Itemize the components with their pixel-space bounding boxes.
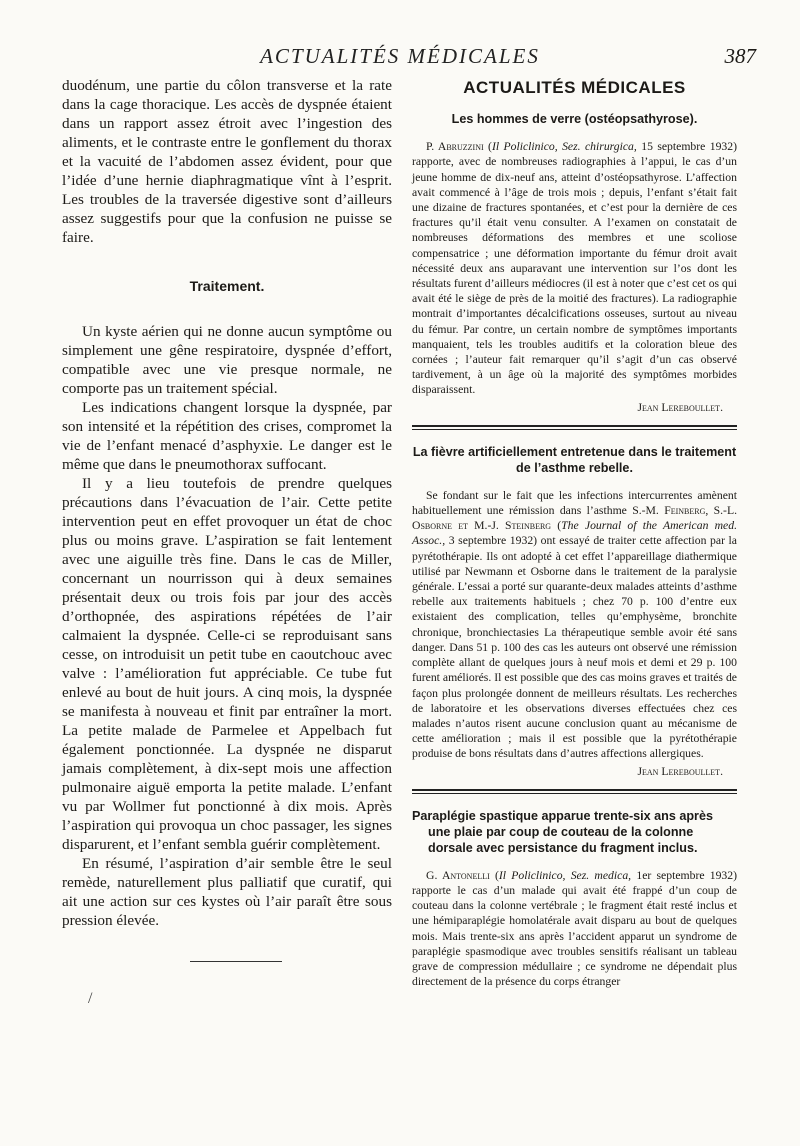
article-citation: Il Policlinico, Sez. medica, <box>498 868 632 882</box>
paragraph: En résumé, l’aspiration d’air semble être le seul remède, naturellement plus palliatif que curatif, qui ait une action sur ces kystes où l’air paraît être sous pression élevée. <box>62 855 392 929</box>
right-column <box>412 76 737 989</box>
intro-paragraph: duodénum, une partie du côlon transverse et la rate dans la cage thoracique. Les accès de dyspnée étaient dans un rapport assez étroit avec l’ingestion des aliments, et le contraste entre le gonflement du thorax et la vacuité de l’abdomen assez évident, pour que l’idée d’une hernie diaphragmatique vînt à l’esprit. Les troubles de la traversée digestive sont d’ailleurs assez suggestifs pour que la confusion ne puisse se faire. <box>62 77 392 246</box>
running-title: ACTUALITÉS MÉDICALES <box>260 44 540 68</box>
article-text: 1er septembre 1932) rapporte le cas d’un malade qui avait été frappé d’un coup de couteau dans la colonne vertébrale ; le fragment était resté inclus et une hémiparaplégie homolatérale avait disparu au bout de quelques mois. Mais trente-six ans après l’accident apparut un syndrome de paraplégie spasmodique avec troubles sensitifs réalisant un tableau grave de compression médullaire ; ce syndrome ne dépendait plus directement de la présence du corps étranger <box>412 868 738 989</box>
article-authors: S.-M. Feinberg, S.-L. Osborne et M.-J. Steinberg <box>412 504 738 533</box>
left-column <box>62 76 392 930</box>
article-body: Se fondant sur le fait que les infections intercurrentes amènent habituellement une rémission dans l’asthme S.-M. Feinberg, S.-L. Osborne et M.-J. Steinberg (The Journal of the American med. Assoc., 3 septembre 1932) ont essayé de traiter cette affection par la pyrétothérapie. Ils ont adopté à cet effet l’appareillage diathermique utilisé par Newmann et Osborne dans le traitement de la paralysie générale. L’essai a porté sur quarante-deux malades atteints d’asthme rebelle aux traitements habituels ; chez 70 p. 100 d’entre eux existaient des complication, telles qu’emphysème, bronchite chronique, bronchiectasies La thérapeutique semble avoir été sans danger. Dans 51 p. 100 des cas les auteurs ont observé une rémission complète allant de quelques jours à neuf mois et demi et 29 p. 100 furent améliorés. Il est possible que des cas moins graves et traités de façon plus prolongée donnent de meilleurs résultats. Les recherches de laboratoire et les observations diverses effectuées chez ces malades n’autos risent aucune conclusion quant au mécanisme de cette amélioration ; mais il est possible que la pyrétothérapie produise de bons résultats dans d’autres affections allergiques. <box>412 488 738 761</box>
paragraph: Les indications changent lorsque la dyspnée, par son intensité et la répétition des crises, compromet la vie de l’enfant menacé d’asphyxie. Le danger est le même que dans le pneumothorax suffocant. <box>62 399 392 473</box>
article-text: 3 septembre 1932) ont essayé de traiter cette affection par la pyrétothérapie. Ils ont adopté à cet effet l’appareillage diathermique utilisé par Newmann et Osborne dans le traitement de la paralysie générale. L’essai a porté sur quarante-deux malades atteints d’asthme rebelle aux traitements habituels ; chez 70 p. 100 d’entre eux existaient des complication, telles qu’emphysème, bronchite chronique, bronchiectasies La thérapeutique semble avoir été sans danger. Dans 51 p. 100 des cas les auteurs ont observé une rémission complète allant de quelques jours à neuf mois et demi et 29 p. 100 furent améliorés. Il est possible que des cas moins graves et traités de façon plus prolongée donnent de meilleurs résultats. Les recherches de laboratoire et les observations diverses effectuées chez ces malades n’autos risent aucune conclusion quant au mécanisme de cette amélioration ; mais il est possible que la pyrétothérapie produise de bons résultats dans d’autres affections allergiques. <box>412 534 737 761</box>
article-author: G. Antonelli <box>426 868 490 882</box>
margin-mark: / <box>88 990 93 1007</box>
article-title: Paraplégie spastique apparue trente-six ans après une plaie par coup de couteau de la colonne dorsale avec persistance du fragment inclus. <box>412 808 713 855</box>
article-divider <box>412 789 737 794</box>
article-title: Les hommes de verre (ostéopsathyrose). <box>451 112 698 127</box>
article-body: P. Abruzzini (Il Policlinico, Sez. chirurgica, 15 septembre 1932) rapporte, avec de nombreuses radiographies à l’appui, le cas d’un jeune homme de dix-neuf ans, atteint d’ostéopsathyrose. L’affection avait commencé à l’âge de trois mois ; depuis, l’enfant s’était fait une dizaine de fractures spontanées, et c’est pour la dernière de ces fractures qu’il était venu consulter. A l’examen on constatait de nombreuses déformations des membres et une scoliose compensatrice ; une déformation importante du fémur droit avait nécessité deux ans auparavant une intervention sur l’os dont les résultats furent d’ailleurs médiocres (il est à noter que c’est cet os qui avait été le siège de près de la moitié des fractures). La radiographie montrait d’importantes décalcifications osseuses, surtout au niveau du fémur. Par contre, un certain nombre de symptômes importants manquaient, tels les troubles auditifs et la coloration bleue des cornées ; l’auteur fait remarquer qu’il s’agit d’un cas observé tardivement, à un âge où la majorité des symptômes morbides disparaissent. <box>412 140 738 397</box>
page-number: 387 <box>724 44 756 68</box>
article-signature: Jean Lereboullet. <box>637 764 723 778</box>
article-signature: Jean Lereboullet. <box>637 400 723 414</box>
article-divider <box>412 425 737 430</box>
article-citation: The Journal of the American med. Assoc., <box>412 519 737 548</box>
article-title: La fièvre artificiellement entretenue dans le traitement de l’asthme rebelle. <box>412 444 737 475</box>
article-text: 15 septembre 1932) rapporte, avec de nombreuses radiographies à l’appui, le cas d’un jeune homme de dix-neuf ans, atteint d’ostéopsathyrose. L’affection avait commencé à l’âge de trois mois ; depuis, l’enfant s’était fait une dizaine de fractures spontanées, et c’est pour la dernière de ces fractures qu’il était venu consulter. A l’examen on constatait de nombreuses déformations des membres et une scoliose compensatrice ; une déformation importante du fémur droit avait nécessité deux ans auparavant une intervention sur l’os dont les résultats furent d’ailleurs médiocres (il est à noter que c’est cet os qui avait été le siège de près de la moitié des fractures). La radiographie montrait d’importantes décalcifications osseuses, surtout au niveau du fémur. Par contre, un certain nombre de symptômes importants manquaient, tels les troubles auditifs et la coloration bleue des cornées ; l’auteur fait remarquer qu’il s’agit d’un cas observé tardivement, à un âge où la majorité des symptômes morbides disparaissent. <box>412 140 738 397</box>
article-citation: Il Policlinico, Sez. chirurgica, <box>491 140 637 154</box>
treatment-heading: Traitement. <box>189 278 265 294</box>
article-author: P. Abruzzini <box>426 140 484 154</box>
section-title: ACTUALITÉS MÉDICALES <box>463 78 686 97</box>
running-head <box>0 44 800 72</box>
paragraph: Un kyste aérien qui ne donne aucun symptôme ou simplement une gêne respiratoire, dyspnée d’effort, compatible avec une vie presque normale, ne comporte pas un traitement spécial. <box>62 323 392 397</box>
paragraph: Il y a lieu toutefois de prendre quelques précautions dans l’évacuation de l’air. Cette petite intervention peut en effet provoquer un état de choc plus ou moins grave. L’aspiration se fait lentement avec une aiguille très fine. Dans le cas de Miller, concernant un nourrisson qui à deux semaines présentait deux ou trois fois par jour des accès d’orthopnée, des aspirations répétées de l’air calmaient la dyspnée. Celle-ci se reproduisant sans cesse, on introduisit un petit tube en caoutchouc avec valve : l’amélioration fut appréciable. Ce tube fut enlevé au bout de huit jours. A cinq mois, la dyspnée se manifesta à nouveau et finit par entraîner la mort. La petite malade de Parmelee et Appelbach fut également ponctionnée. La dyspnée ne disparut jamais complètement, à dix-sept mois une affection pulmonaire aiguë emporta la petite malade. L’enfant vu par Wollmer fut ponctionné à dix mois. Après l’aspiration qui provoqua un choc passager, les signes disparurent, et l’enfant sembla guérir complètement. <box>62 475 392 853</box>
article-text: Se fondant sur le fait que les infections intercurrentes amènent habituellement une rémission dans l’asthme <box>412 488 737 518</box>
end-rule <box>190 961 282 962</box>
article-body: G. Antonelli (Il Policlinico, Sez. medica, 1er septembre 1932) rapporte le cas d’un malade qui avait été frappé d’un coup de couteau dans la colonne vertébrale ; le fragment était resté inclus et une hémiparaplégie homolatérale avait disparu au bout de quelques mois. Mais trente-six ans après l’accident apparut un syndrome de paraplégie spasmodique avec troubles sensitifs réalisant un tableau grave de compression médullaire ; ce syndrome ne dépendait plus directement de la présence du corps étranger <box>412 868 738 989</box>
